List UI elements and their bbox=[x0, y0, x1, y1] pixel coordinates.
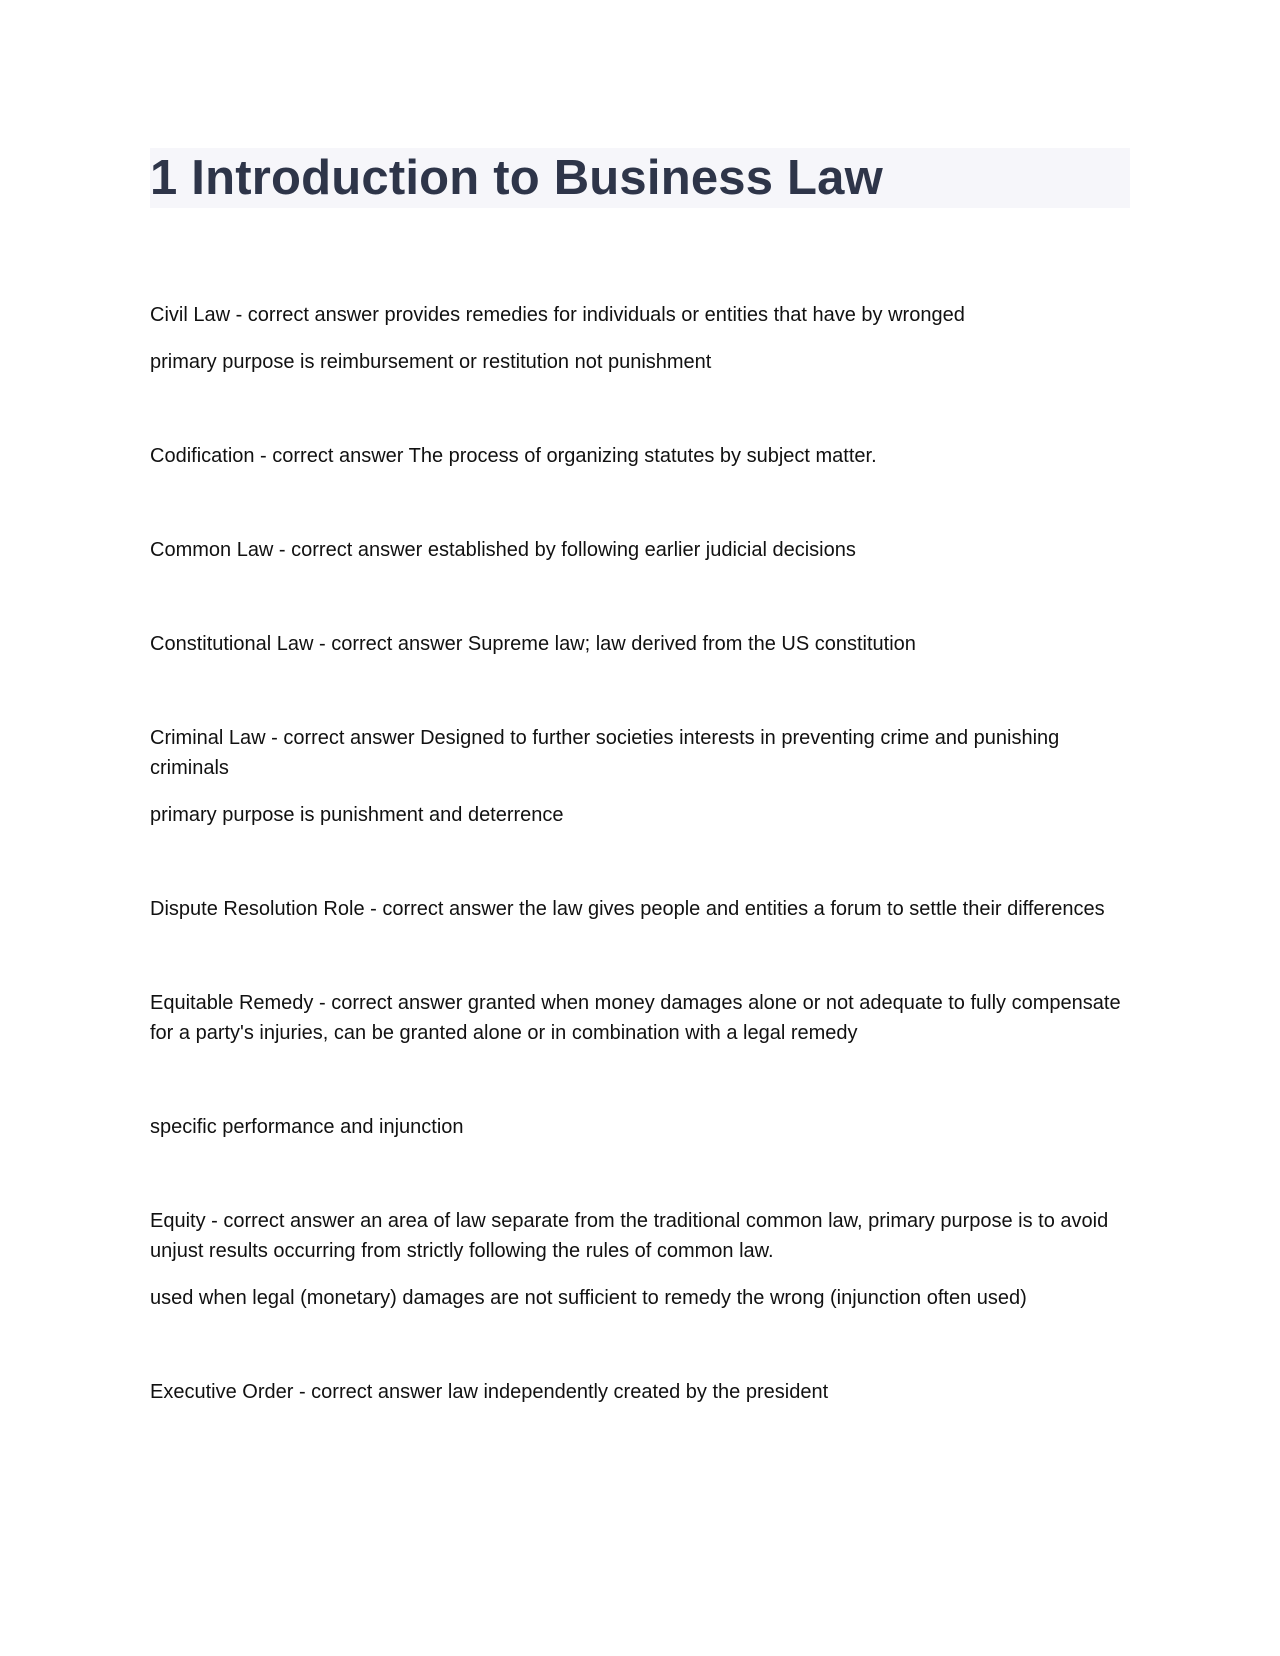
entry-common-law bbox=[150, 535, 1130, 565]
entry-specific-performance bbox=[150, 1112, 1130, 1142]
entry-paragraph: Executive Order - correct answer law independently created by the president bbox=[150, 1381, 829, 1403]
entry-paragraph: Common Law - correct answer established by following earlier judicial decisions bbox=[150, 539, 856, 561]
entry-paragraph: Equity - correct answer an area of law separate from the traditional common law, primary purpose is to avoid unjust results occurring from strictly following the rules of common law. bbox=[150, 1210, 1109, 1262]
entry-criminal-law bbox=[150, 723, 1130, 830]
entry-civil-law bbox=[150, 300, 1130, 377]
entry-paragraph: Criminal Law - correct answer Designed to further societies interests in preventing crime and punishing criminals bbox=[150, 727, 1060, 779]
document-page bbox=[150, 148, 1130, 1407]
entry-dispute-resolution-role bbox=[150, 894, 1130, 924]
entry-equity bbox=[150, 1206, 1130, 1313]
entry-paragraph: Equitable Remedy - correct answer granted when money damages alone or not adequate to fully compensate for a party's injuries, can be granted alone or in combination with a legal remedy bbox=[150, 992, 1121, 1044]
entry-codification bbox=[150, 441, 1130, 471]
entry-list bbox=[150, 300, 1130, 1407]
entry-executive-order bbox=[150, 1377, 1130, 1407]
entry-paragraph: Codification - correct answer The process of organizing statutes by subject matter. bbox=[150, 445, 877, 467]
page-title: 1 Introduction to Business Law bbox=[150, 151, 883, 205]
entry-paragraph: Civil Law - correct answer provides remedies for individuals or entities that have by wronged bbox=[150, 304, 965, 326]
title-block bbox=[150, 148, 1130, 208]
entry-paragraph: specific performance and injunction bbox=[150, 1116, 464, 1138]
entry-paragraph: used when legal (monetary) damages are not sufficient to remedy the wrong (injunction often used) bbox=[150, 1287, 1027, 1309]
entry-paragraph: primary purpose is punishment and deterrence bbox=[150, 804, 564, 826]
entry-paragraph: primary purpose is reimbursement or restitution not punishment bbox=[150, 351, 712, 373]
entry-constitutional-law bbox=[150, 629, 1130, 659]
entry-equitable-remedy bbox=[150, 988, 1130, 1048]
entry-paragraph: Dispute Resolution Role - correct answer the law gives people and entities a forum to settle their differences bbox=[150, 898, 1105, 920]
entry-paragraph: Constitutional Law - correct answer Supreme law; law derived from the US constitution bbox=[150, 633, 916, 655]
